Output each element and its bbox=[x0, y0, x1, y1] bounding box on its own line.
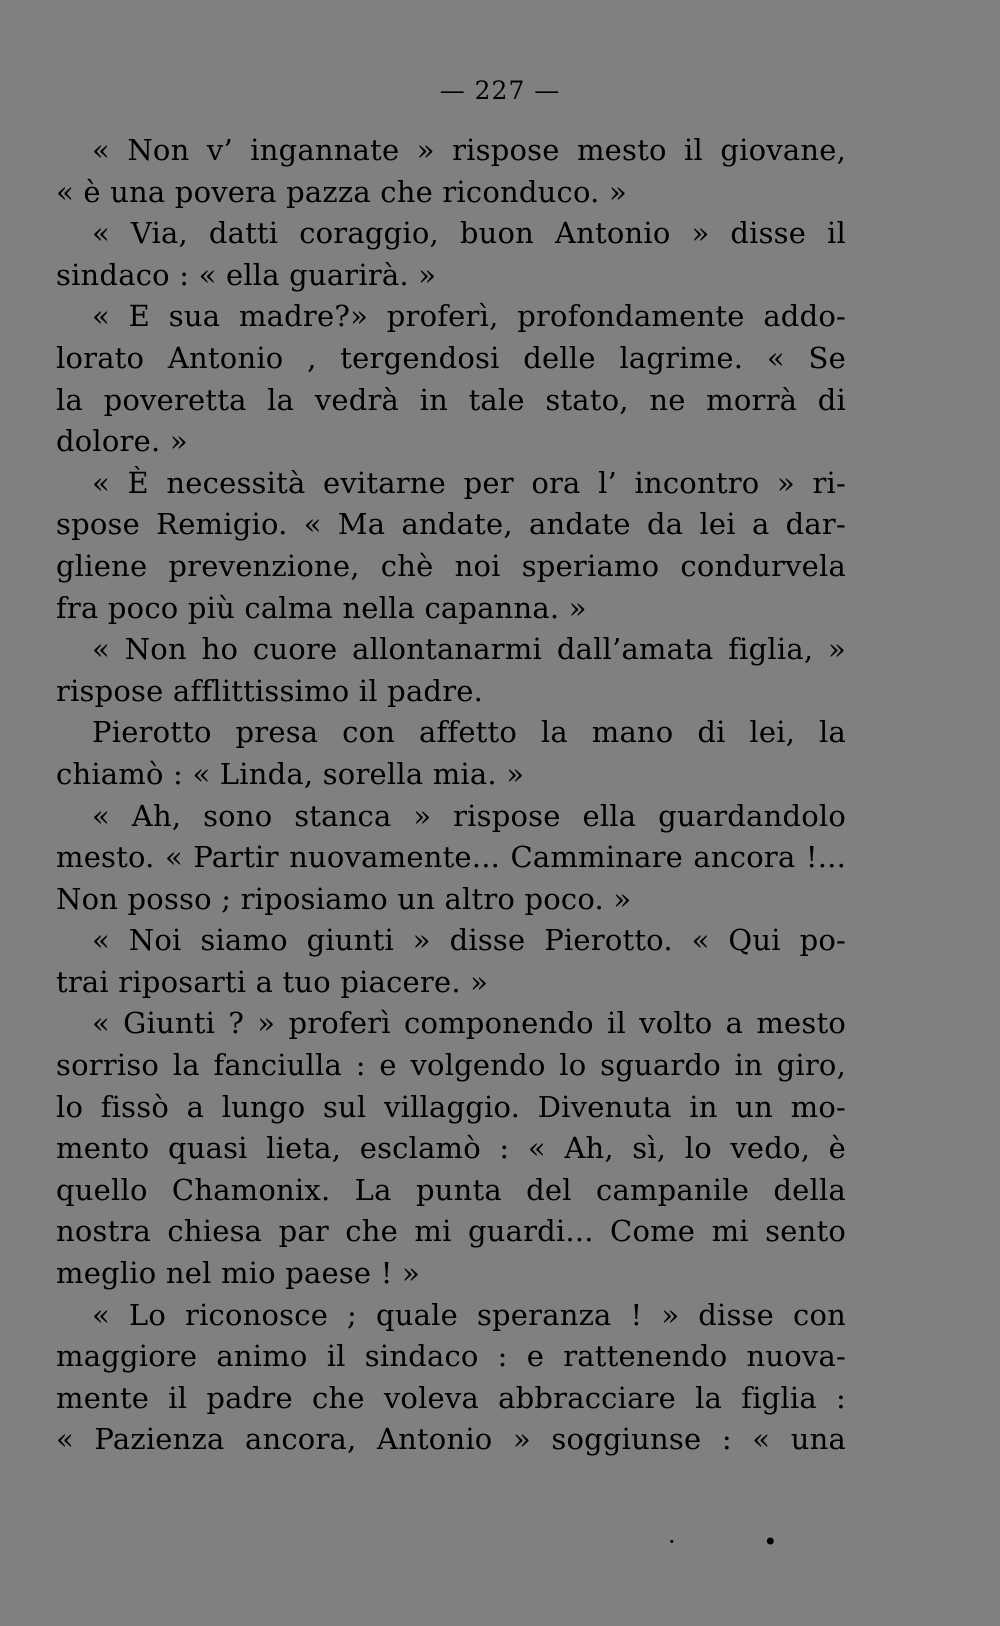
text-line: « E sua madre?» proferì, profondamente addo- bbox=[92, 299, 846, 334]
text-line: trai riposarti a tuo piacere. » bbox=[56, 964, 489, 999]
text-line: lorato Antonio , tergendosi delle lagrime. « Se bbox=[56, 340, 846, 375]
stray-ink-marks: · • bbox=[668, 1528, 818, 1556]
text-line: spose Remigio. « Ma andate, andate da lei a dar- bbox=[56, 507, 846, 542]
text-line: lo fissò a lungo sul villaggio. Divenuta in un mo- bbox=[56, 1089, 846, 1124]
text-line: dolore. » bbox=[56, 424, 188, 459]
text-line: sorriso la fanciulla : e volgendo lo sguardo in giro, bbox=[56, 1048, 846, 1083]
text-line: « Pazienza ancora, Antonio » soggiunse : « una bbox=[56, 1422, 846, 1457]
text-line: maggiore animo il sindaco : e rattenendo nuova- bbox=[56, 1339, 846, 1374]
text-line: mento quasi lieta, esclamò : « Ah, sì, lo vedo, è bbox=[56, 1131, 846, 1166]
text-line: « è una povera pazza che riconduco. » bbox=[56, 174, 627, 209]
text-line: « È necessità evitarne per ora l’ incontro » ri- bbox=[92, 465, 846, 500]
text-line: « Via, datti coraggio, buon Antonio » disse il bbox=[92, 216, 846, 251]
page-number: — 227 — bbox=[439, 76, 561, 105]
text-line: « Non v’ ingannate » rispose mesto il giovane, bbox=[92, 133, 846, 167]
text-line: mesto. « Partir nuovamente... Camminare ancora !... bbox=[56, 840, 846, 875]
text-line: chiamò : « Linda, sorella mia. » bbox=[56, 756, 525, 791]
text-line: meglio nel mio paese ! » bbox=[56, 1256, 420, 1291]
text-line: Non posso ; riposiamo un altro poco. » bbox=[56, 881, 632, 916]
text-line: « Lo riconosce ; quale speranza ! » disse con bbox=[92, 1297, 846, 1332]
text-line: quello Chamonix. La punta del campanile della bbox=[56, 1172, 846, 1207]
body-text bbox=[56, 130, 846, 1461]
text-line: « Noi siamo giunti » disse Pierotto. « Qui po- bbox=[92, 923, 846, 958]
text-line: « Giunti ? » proferì componendo il volto a mesto bbox=[92, 1006, 846, 1041]
text-line: fra poco più calma nella capanna. » bbox=[56, 590, 587, 625]
text-line: « Ah, sono stanca » rispose ella guardandolo bbox=[92, 798, 846, 833]
text-line: sindaco : « ella guarirà. » bbox=[56, 257, 437, 292]
text-line: gliene prevenzione, chè noi speriamo condurvela bbox=[56, 548, 846, 583]
text-line: mente il padre che voleva abbracciare la figlia : bbox=[56, 1380, 846, 1415]
text-line: « Non ho cuore allontanarmi dall’amata figlia, » bbox=[92, 632, 846, 667]
text-line: rispose afflittissimo il padre. bbox=[56, 673, 484, 708]
text-line: Pierotto presa con affetto la mano di lei, la bbox=[92, 715, 846, 750]
text-line: nostra chiesa par che mi guardi... Come mi sento bbox=[56, 1214, 846, 1249]
text-line: la poveretta la vedrà in tale stato, ne morrà di bbox=[56, 382, 846, 417]
